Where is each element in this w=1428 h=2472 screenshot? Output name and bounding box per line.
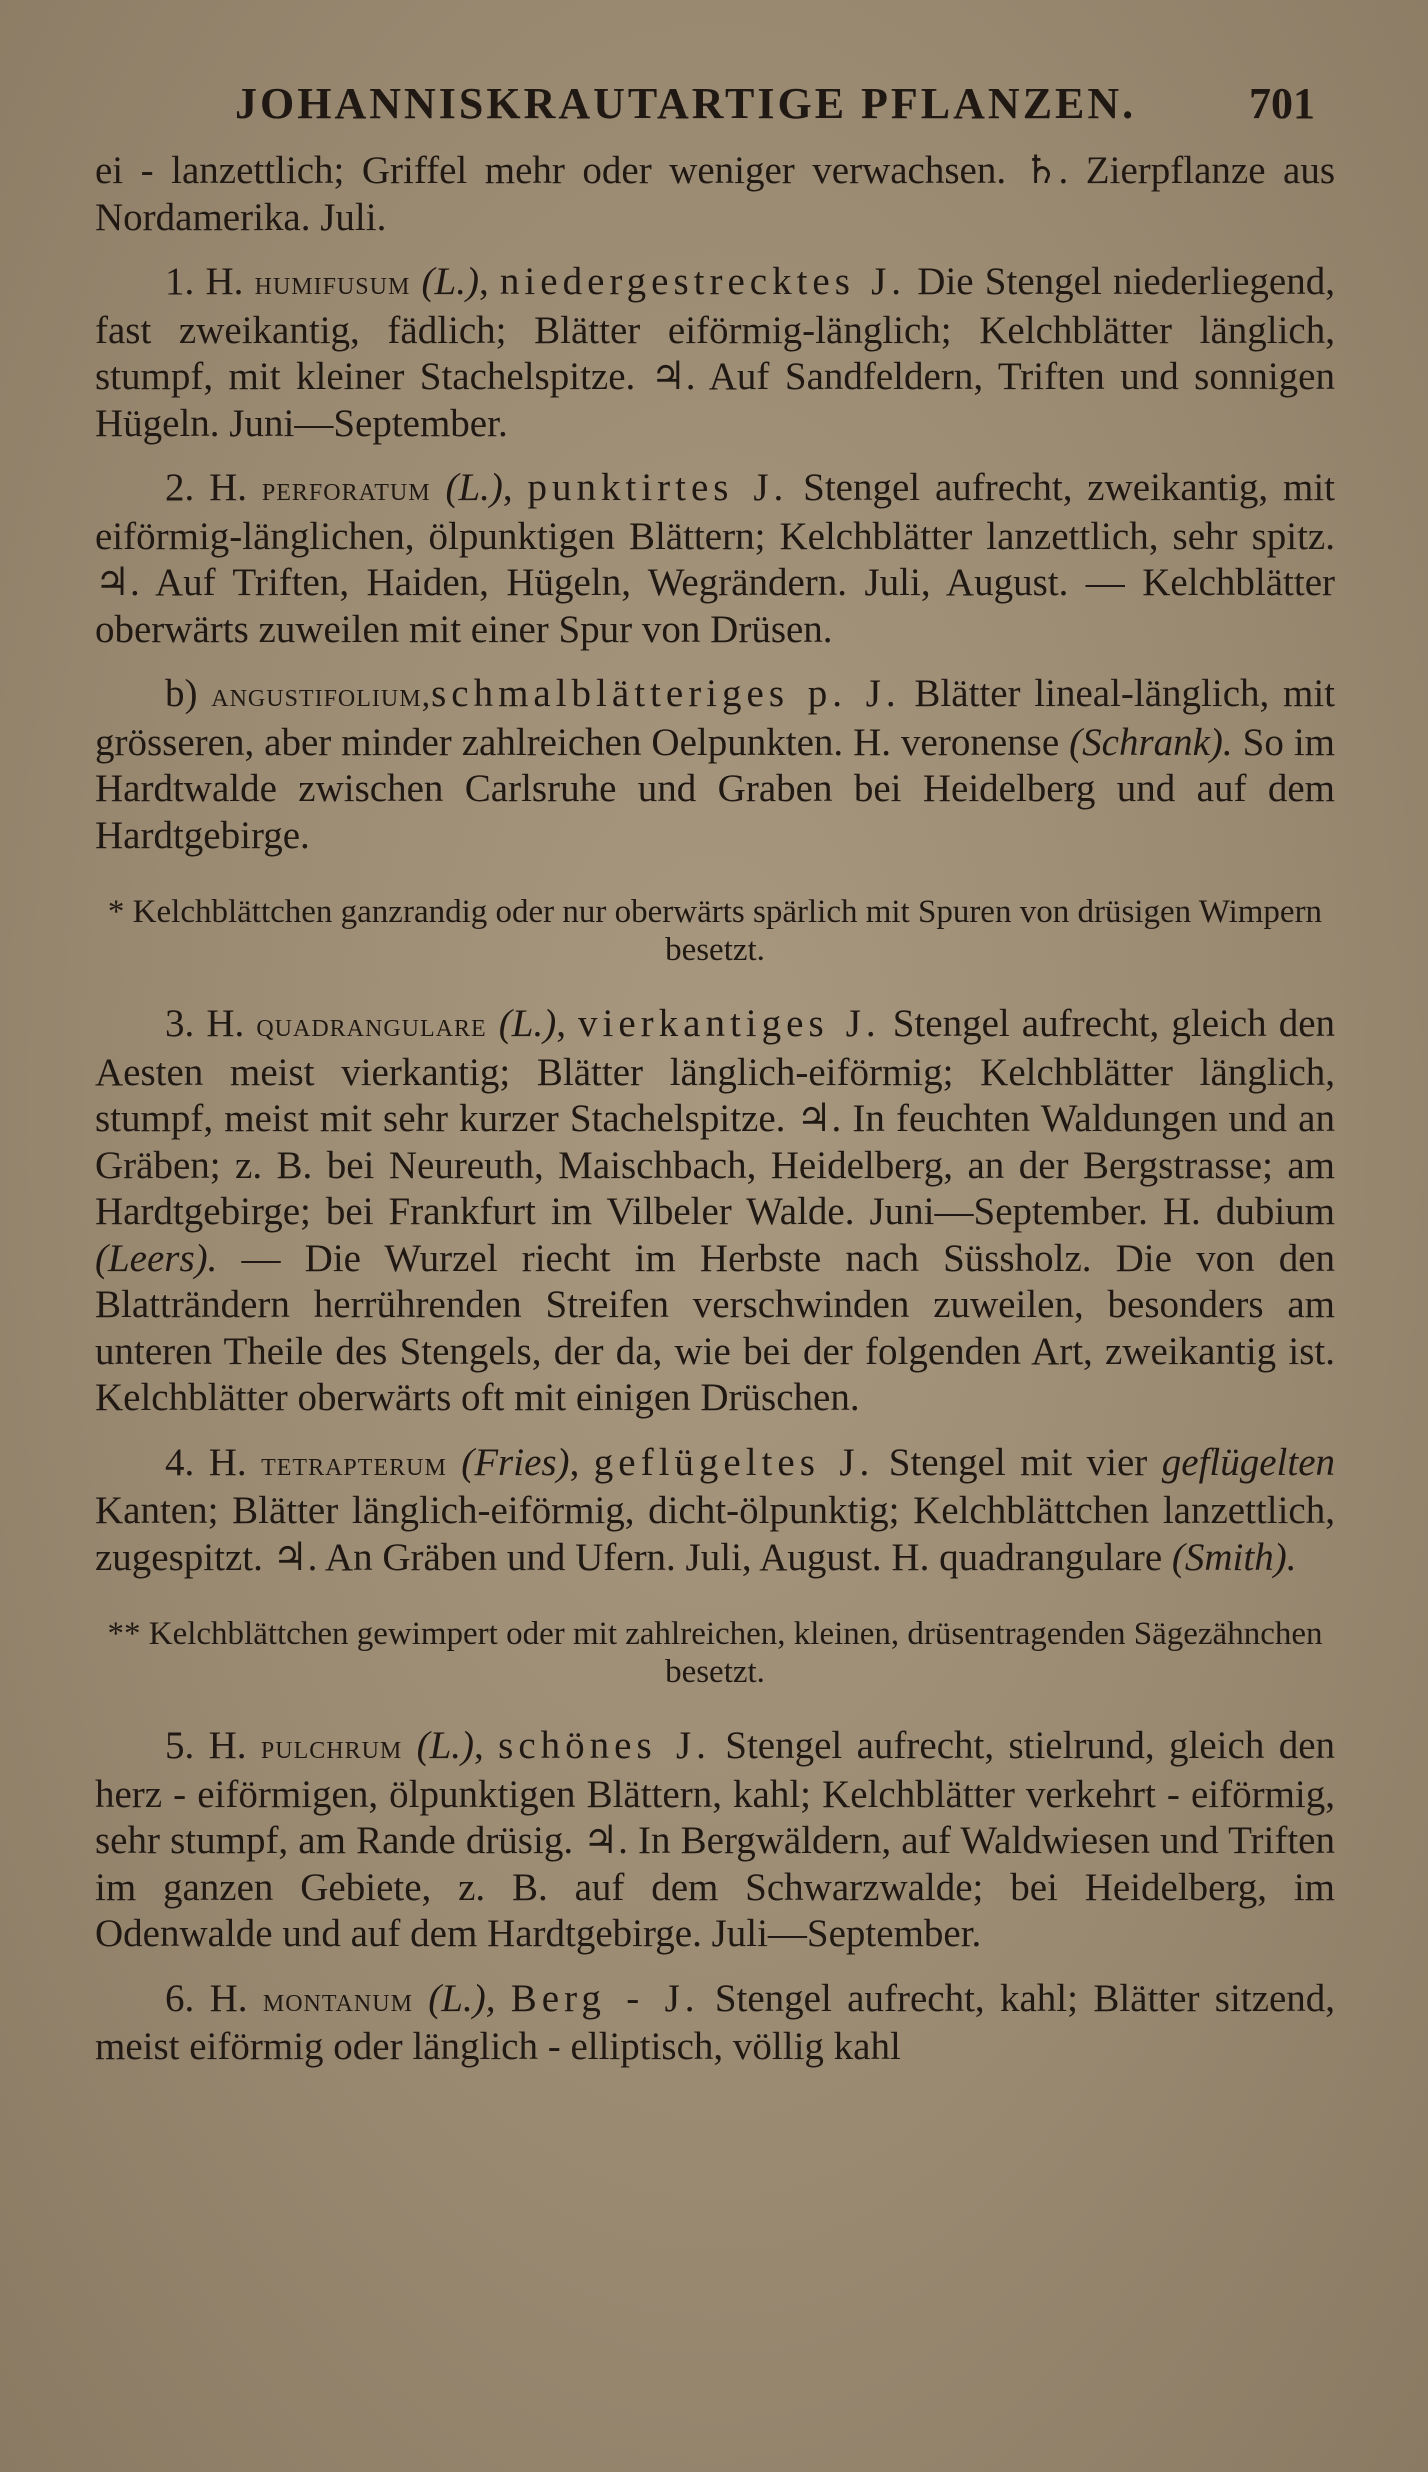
group-note-double-star: ** Kelchblättchen gewimpert oder mit zahlreichen, kleinen, drüsentragenden Sägezähnchen besetzt. bbox=[107, 1616, 1323, 1690]
entry-number: 5. H. bbox=[165, 1724, 247, 1767]
description: Blätter lineal-länglich, mit grösseren, aber minder zahlreichen Oelpunkten. H. veronense bbox=[95, 672, 1336, 764]
description: Stengel aufrecht, gleich den Aesten meist vierkantig; Blätter länglich-eiförmig; Kelchblätter länglich, stumpf, meist mit sehr kurzer Stachelspitze. ♃. In feuchten Waldungen und an Gräben; z. B. bei Neureuth, Maischbach, Heidelberg, an der Bergstrasse; am Hardtgebirge; bei Frankfurt im Vilbeler Walde. Juni—September. H. dubium bbox=[95, 1002, 1336, 1233]
species-entry-perforatum: 2. H. perforatum (L.), punktirtes J. Stengel aufrecht, zweikantig, mit eiförmig-länglichen, ölpunktigen Blättern; Kelchblätter lanzettlich, sehr spitz. ♃. Auf Triften, Haiden, Hügeln, Wegrändern. Juli, August. — Kelchblätter oberwärts zuweilen mit einer Spur von Drüsen. bbox=[95, 466, 1336, 651]
latin-name: pulchrum bbox=[260, 1729, 403, 1766]
common-name: niedergestrecktes J. bbox=[499, 260, 907, 303]
common-name: Berg - J. bbox=[510, 1976, 700, 2020]
synonym-author: (Smith). bbox=[1171, 1535, 1297, 1579]
page-number: 701 bbox=[1249, 79, 1315, 128]
latin-name: humifusum bbox=[254, 265, 411, 302]
entry-number: 2. H. bbox=[165, 466, 248, 509]
entry-number: 1. H. bbox=[165, 260, 244, 303]
common-name: vierkantiges J. bbox=[578, 1002, 881, 1045]
common-name: schönes J. bbox=[498, 1724, 711, 1767]
description-continued: So im Hardtwalde zwischen Carlsruhe und Graben bei Heidelberg und auf dem Hardtgebirge. bbox=[95, 720, 1336, 857]
description-continued: Kanten; Blätter länglich-eiförmig, dicht-ölpunktig; Kelchblättchen lanzettlich, zugespitzt. ♃. An Gräben und Ufern. Juli, August. H. quadrangulare bbox=[95, 1489, 1335, 1579]
group-note-single-star: * Kelchblättchen ganzrandig oder nur oberwärts spärlich mit Spuren von drüsigen Wimpern besetzt. bbox=[107, 894, 1323, 968]
latin-name: quadrangulare bbox=[256, 1007, 487, 1044]
description: Stengel mit vier bbox=[888, 1440, 1148, 1484]
species-entry-montanum bbox=[95, 1976, 1335, 2071]
page-content bbox=[95, 78, 1335, 2071]
latin-name: montanum bbox=[262, 1981, 413, 2019]
author-citation: (L.) bbox=[416, 1724, 475, 1767]
author-citation: (Fries) bbox=[461, 1440, 570, 1484]
description-continued: — Die Wurzel riecht im Herbste nach Süssholz. Die von den Blatträndern herrührenden Streifen verschwinden zuweilen, besonders am unteren Theile des Stengels, der da, wie bei der folgenden Art, zweikantig ist. Kelchblätter oberwärts oft mit einigen Drüschen. bbox=[95, 1236, 1336, 1419]
running-title: JOHANNISKRAUTARTIGE PFLANZEN. bbox=[235, 79, 1137, 128]
variety-label: b) bbox=[165, 672, 198, 715]
description: Stengel aufrecht, kahl; Blätter sitzend, meist eiförmig oder länglich - elliptisch, völlig kahl bbox=[95, 1976, 1336, 2068]
common-name: punktirtes J. bbox=[527, 466, 789, 509]
synonym-author: (Leers). bbox=[95, 1236, 218, 1280]
species-entry-quadrangulare: 3. H. quadrangulare (L.), vierkantiges J. Stengel aufrecht, gleich den Aesten meist vierkantig; Blätter länglich-eiförmig; Kelchblätter länglich, stumpf, meist mit sehr kurzer Stachelspitze. ♃. In feuchten Waldungen und an Gräben; z. B. bei Neureuth, Maischbach, Heidelberg, an der Bergstrasse; am Hardtgebirge; bei Frankfurt im Vilbeler Walde. Juni—September. H. dubium (Leers). — Die Wurzel riecht im Herbste nach Süssholz. Die von den Blatträndern herrührenden Streifen verschwinden zuweilen, besonders am unteren Theile des Stengels, der da, wie bei der folgenden Art, zweikantig ist. Kelchblätter oberwärts oft mit einigen Drüschen. bbox=[95, 1002, 1336, 1419]
common-name: geflügeltes J. bbox=[593, 1440, 875, 1484]
description: Die Stengel niederliegend, fast zweikantig, fädlich; Blätter eiförmig-länglich; Kelchblätter länglich, stumpf, mit kleiner Stachelspitze. ♃. Auf Sandfeldern, Triften und sonnigen Hügeln. Juni—September. bbox=[95, 260, 1335, 445]
latin-name: tetrapterum bbox=[261, 1445, 447, 1483]
entry-number: 6. H. bbox=[165, 1976, 248, 2020]
author-citation: (Schrank). bbox=[1069, 720, 1233, 764]
running-header bbox=[95, 78, 1335, 148]
species-entry-humifusum: 1. H. humifusum (L.), niedergestrecktes J. Die Stengel niederliegend, fast zweikantig, fädlich; Blätter eiförmig-länglich; Kelchblätter länglich, stumpf, mit kleiner Stachelspitze. ♃. Auf Sandfeldern, Triften und sonnigen Hügeln. Juni—September. bbox=[95, 260, 1335, 445]
variety-entry-angustifolium bbox=[95, 671, 1335, 859]
description: Stengel aufrecht, zweikantig, mit eiförmig-länglichen, ölpunktigen Blättern; Kelchblätter lanzettlich, sehr spitz. ♃. Auf Triften, Haiden, Hügeln, Wegrändern. Juli, August. — Kelchblätter oberwärts zuweilen mit einer Spur von Drüsen. bbox=[95, 466, 1336, 651]
paragraph-continuation: ei - lanzettlich; Griffel mehr oder weniger verwachsen. ♄. Zierpflanze aus Nordamerika. Juli. bbox=[95, 149, 1335, 239]
latin-name: angustifolium, bbox=[211, 677, 432, 714]
author-citation: (L.), bbox=[428, 1976, 496, 2020]
species-entry-pulchrum: 5. H. pulchrum (L.), schönes J. Stengel aufrecht, stielrund, gleich den herz - eiförmigen, ölpunktigen Blättern, kahl; Kelchblätter verkehrt - eiförmig, sehr stumpf, am Rande drüsig. ♃. In Bergwäldern, auf Waldwiesen und Triften im ganzen Gebiete, z. B. auf dem Schwarzwalde; bei Heidelberg, im Odenwalde und auf dem Hardtgebirge. Juli—September. bbox=[95, 1724, 1336, 1955]
entry-number: 3. H. bbox=[165, 1002, 245, 1045]
author-citation: (L.) bbox=[498, 1002, 557, 1045]
latin-name: perforatum bbox=[261, 471, 431, 508]
description: Stengel aufrecht, stielrund, gleich den herz - eiförmigen, ölpunktigen Blättern, kahl; Kelchblätter verkehrt - eiförmig, sehr stumpf, am Rande drüsig. ♃. In Bergwäldern, auf Waldwiesen und Triften im ganzen Gebiete, z. B. auf dem Schwarzwalde; bei Heidelberg, im Odenwalde und auf dem Hardtgebirge. Juli—September. bbox=[95, 1724, 1336, 1955]
author-citation: (L.) bbox=[445, 466, 503, 509]
author-citation: (L.) bbox=[421, 260, 479, 303]
species-entry-tetrapterum: 4. H. tetrapterum (Fries), geflügeltes J. Stengel mit vier geflügelten Kanten; Blätter länglich-eiförmig, dicht-ölpunktig; Kelchblättchen lanzettlich, zugespitzt. ♃. An Gräben und Ufern. Juli, August. H. quadrangulare (Smith). bbox=[95, 1440, 1336, 1579]
entry-number: 4. H. bbox=[165, 1440, 247, 1484]
common-name: schmalblätteriges p. J. bbox=[431, 672, 901, 715]
italic-term: geflügelten bbox=[1161, 1440, 1336, 1484]
